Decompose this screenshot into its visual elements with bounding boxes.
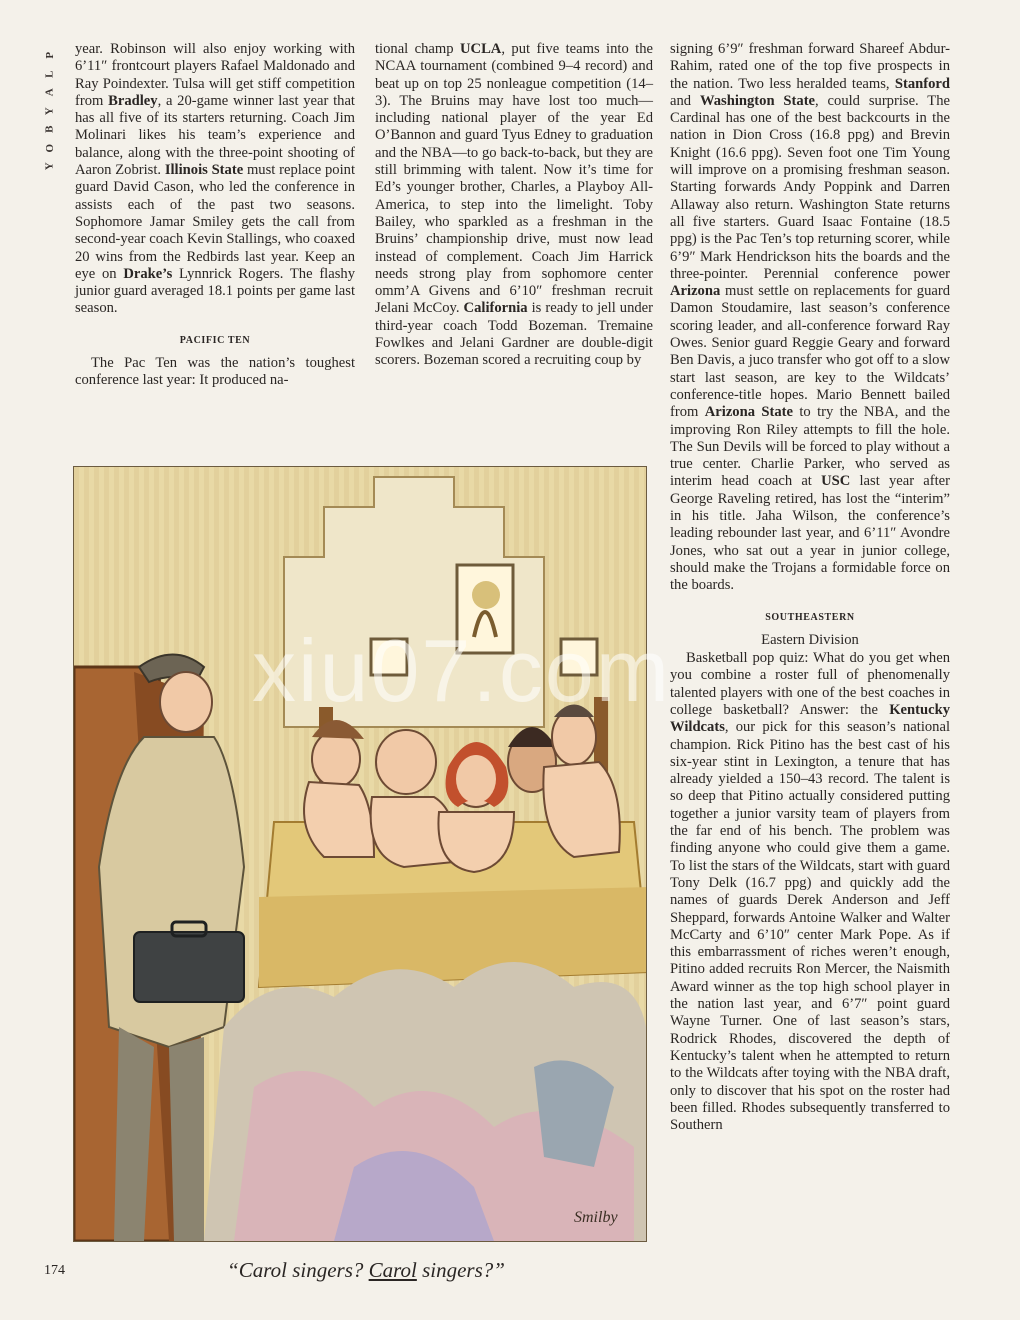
article-column-3 — [670, 41, 950, 1134]
cartoon-drawing — [74, 467, 646, 1241]
masthead-letter: O — [43, 143, 56, 153]
masthead-letter: A — [43, 88, 56, 97]
magazine-masthead — [40, 46, 60, 176]
section-heading: PACIFIC TEN — [179, 334, 251, 346]
paragraph: tional champ UCLA, put five teams into the NCAA tournament (combined 9–4 record) and beat up on top 25 nonleague competition (14–3). The Bruins may have lost too much—including national player of the year Ed O’Bannon and guard Tyus Edney to graduation and the NBA—to go back-to-back, but they are still brimming with talent. Now it’s time for Ed’s younger brother, Charles, a Playboy All-America, to step into the limelight. Toby Bailey, who sparkled as a freshman in the Bruins’ championship drive, must now lead instead of complement. Coach Jim Harrick needs strong play from sophomore center omm’A Givens and 6’10″ freshman recruit Jelani McCoy. California is ready to jell under third-year coach Todd Bozeman. Tremaine Fowlkes and Jelani Gardner are double-digit scorers. Bozeman scored a recruiting coup by — [375, 41, 654, 369]
paragraph: The Pac Ten was the nation’s toughest conference last year: It produced na- — [75, 355, 355, 389]
page-number: 174 — [44, 1263, 65, 1278]
watermark: xiu07.com — [252, 621, 672, 720]
cartoon-caption: “Carol singers? Carol singers?” — [227, 1258, 505, 1282]
cartoon-illustration — [73, 466, 647, 1242]
article-column-2 — [375, 41, 653, 370]
masthead-letter: P — [43, 51, 56, 59]
paragraph: year. Robinson will also enjoy working with 6’11″ frontcourt players Rafael Maldonado and Ray Poindexter. Tulsa will get stiff competition from Bradley, a 20-game winner last year that has all five of its starters returning. Coach Jim Molinari likes his team’s experience and balance, along with the three-point shooting of Aaron Zobrist. Illinois State must replace point guard David Cason, who led the conference in assists each of the past two seasons. Sophomore Jamar Smiley gets the call from second-year coach Kevin Stallings, who coaxed 20 wins from the Redbirds last year. Keep an eye on Drake’s Lynnrick Rogers. The flashy junior guard averaged 18.1 points per game last season. — [75, 41, 355, 317]
masthead-letter: Y — [43, 162, 56, 171]
masthead-letter: L — [43, 70, 56, 78]
masthead-letter: B — [43, 125, 56, 133]
article-column-1 — [75, 41, 355, 390]
section-subheading: Eastern Division — [761, 631, 859, 648]
artist-signature: Smilby — [574, 1209, 618, 1226]
paragraph: Basketball pop quiz: What do you get when you combine a roster full of phenomenally talented players with one of the best coaches in college basketball? Answer: the Kentucky Wildcats, our pick for this season’s national champion. Rick Pitino has the best cast of his six-year stint in Lexington, a tenure that has already yielded a 150–43 record. The talent is so deep that Pitino actually considered putting together a junior varsity team of players from the far end of his bench. The problem was finding anyone who could give them a game. To list the stars of the Wildcats, start with guard Tony Delk (16.7 ppg) and quickly add the names of guards Derek Anderson and Jeff Sheppard, forwards Antoine Walker and Walter McCarty and 6’10″ center Mark Pope. As if this embarrassment of riches weren’t enough, Pitino added recruits Ron Mercer, the Naismith Award winner as the top high school player in the nation last year, and 6’7″ point guard Wayne Turner. One of last season’s stars, Rodrick Rhodes, discovered the depth of Kentucky’s talent when he attempted to return to the Wildcats after toying with the NBA draft, only to discover that his spot on the roster had been filled. Rhodes subsequently transferred to Southern — [670, 650, 950, 1134]
paragraph: signing 6’9″ freshman forward Shareef Abdur-Rahim, rated one of the top five prospects in the nation. Two less heralded teams, Stanford and Washington State, could surprise. The Cardinal has one of the best backcourts in the nation in Dion Cross (16.8 ppg) and Brevin Knight (16.6 ppg). Seven foot one Tim Young will improve on a promising freshman season. Starting forwards Andy Poppink and Darren Allaway also return. Washington State returns all five starters. Guard Isaac Fontaine (18.5 ppg) is the Pac Ten’s top returning scorer, while 6’9″ Mark Hendrickson hits the boards and the three-pointer. Perennial conference power Arizona must settle on replacements for guard Damon Stoudamire, last season’s conference scoring leader, and all-conference forward Ray Owes. Senior guard Reggie Geary and forward Ben Davis, a juco transfer who got off to a slow start last season, are key to the Wildcats’ conference-title hopes. Mario Bennett bailed from Arizona State to try the NBA, and the improving Ron Riley attempts to fill the hole. The Sun Devils will be forced to play without a true center. Charlie Parker, who served as interim head coach at USC last year after George Raveling retired, has lost the “interim” in his title. Jaha Wilson, the conference’s leading rebounder last year, and 6’11″ Avondre Jones, who sat out a year in junior college, should make the Trojans a formidable force on the boards. — [670, 41, 950, 594]
masthead-letter: Y — [43, 106, 56, 115]
section-heading: SOUTHEASTERN — [765, 611, 855, 623]
